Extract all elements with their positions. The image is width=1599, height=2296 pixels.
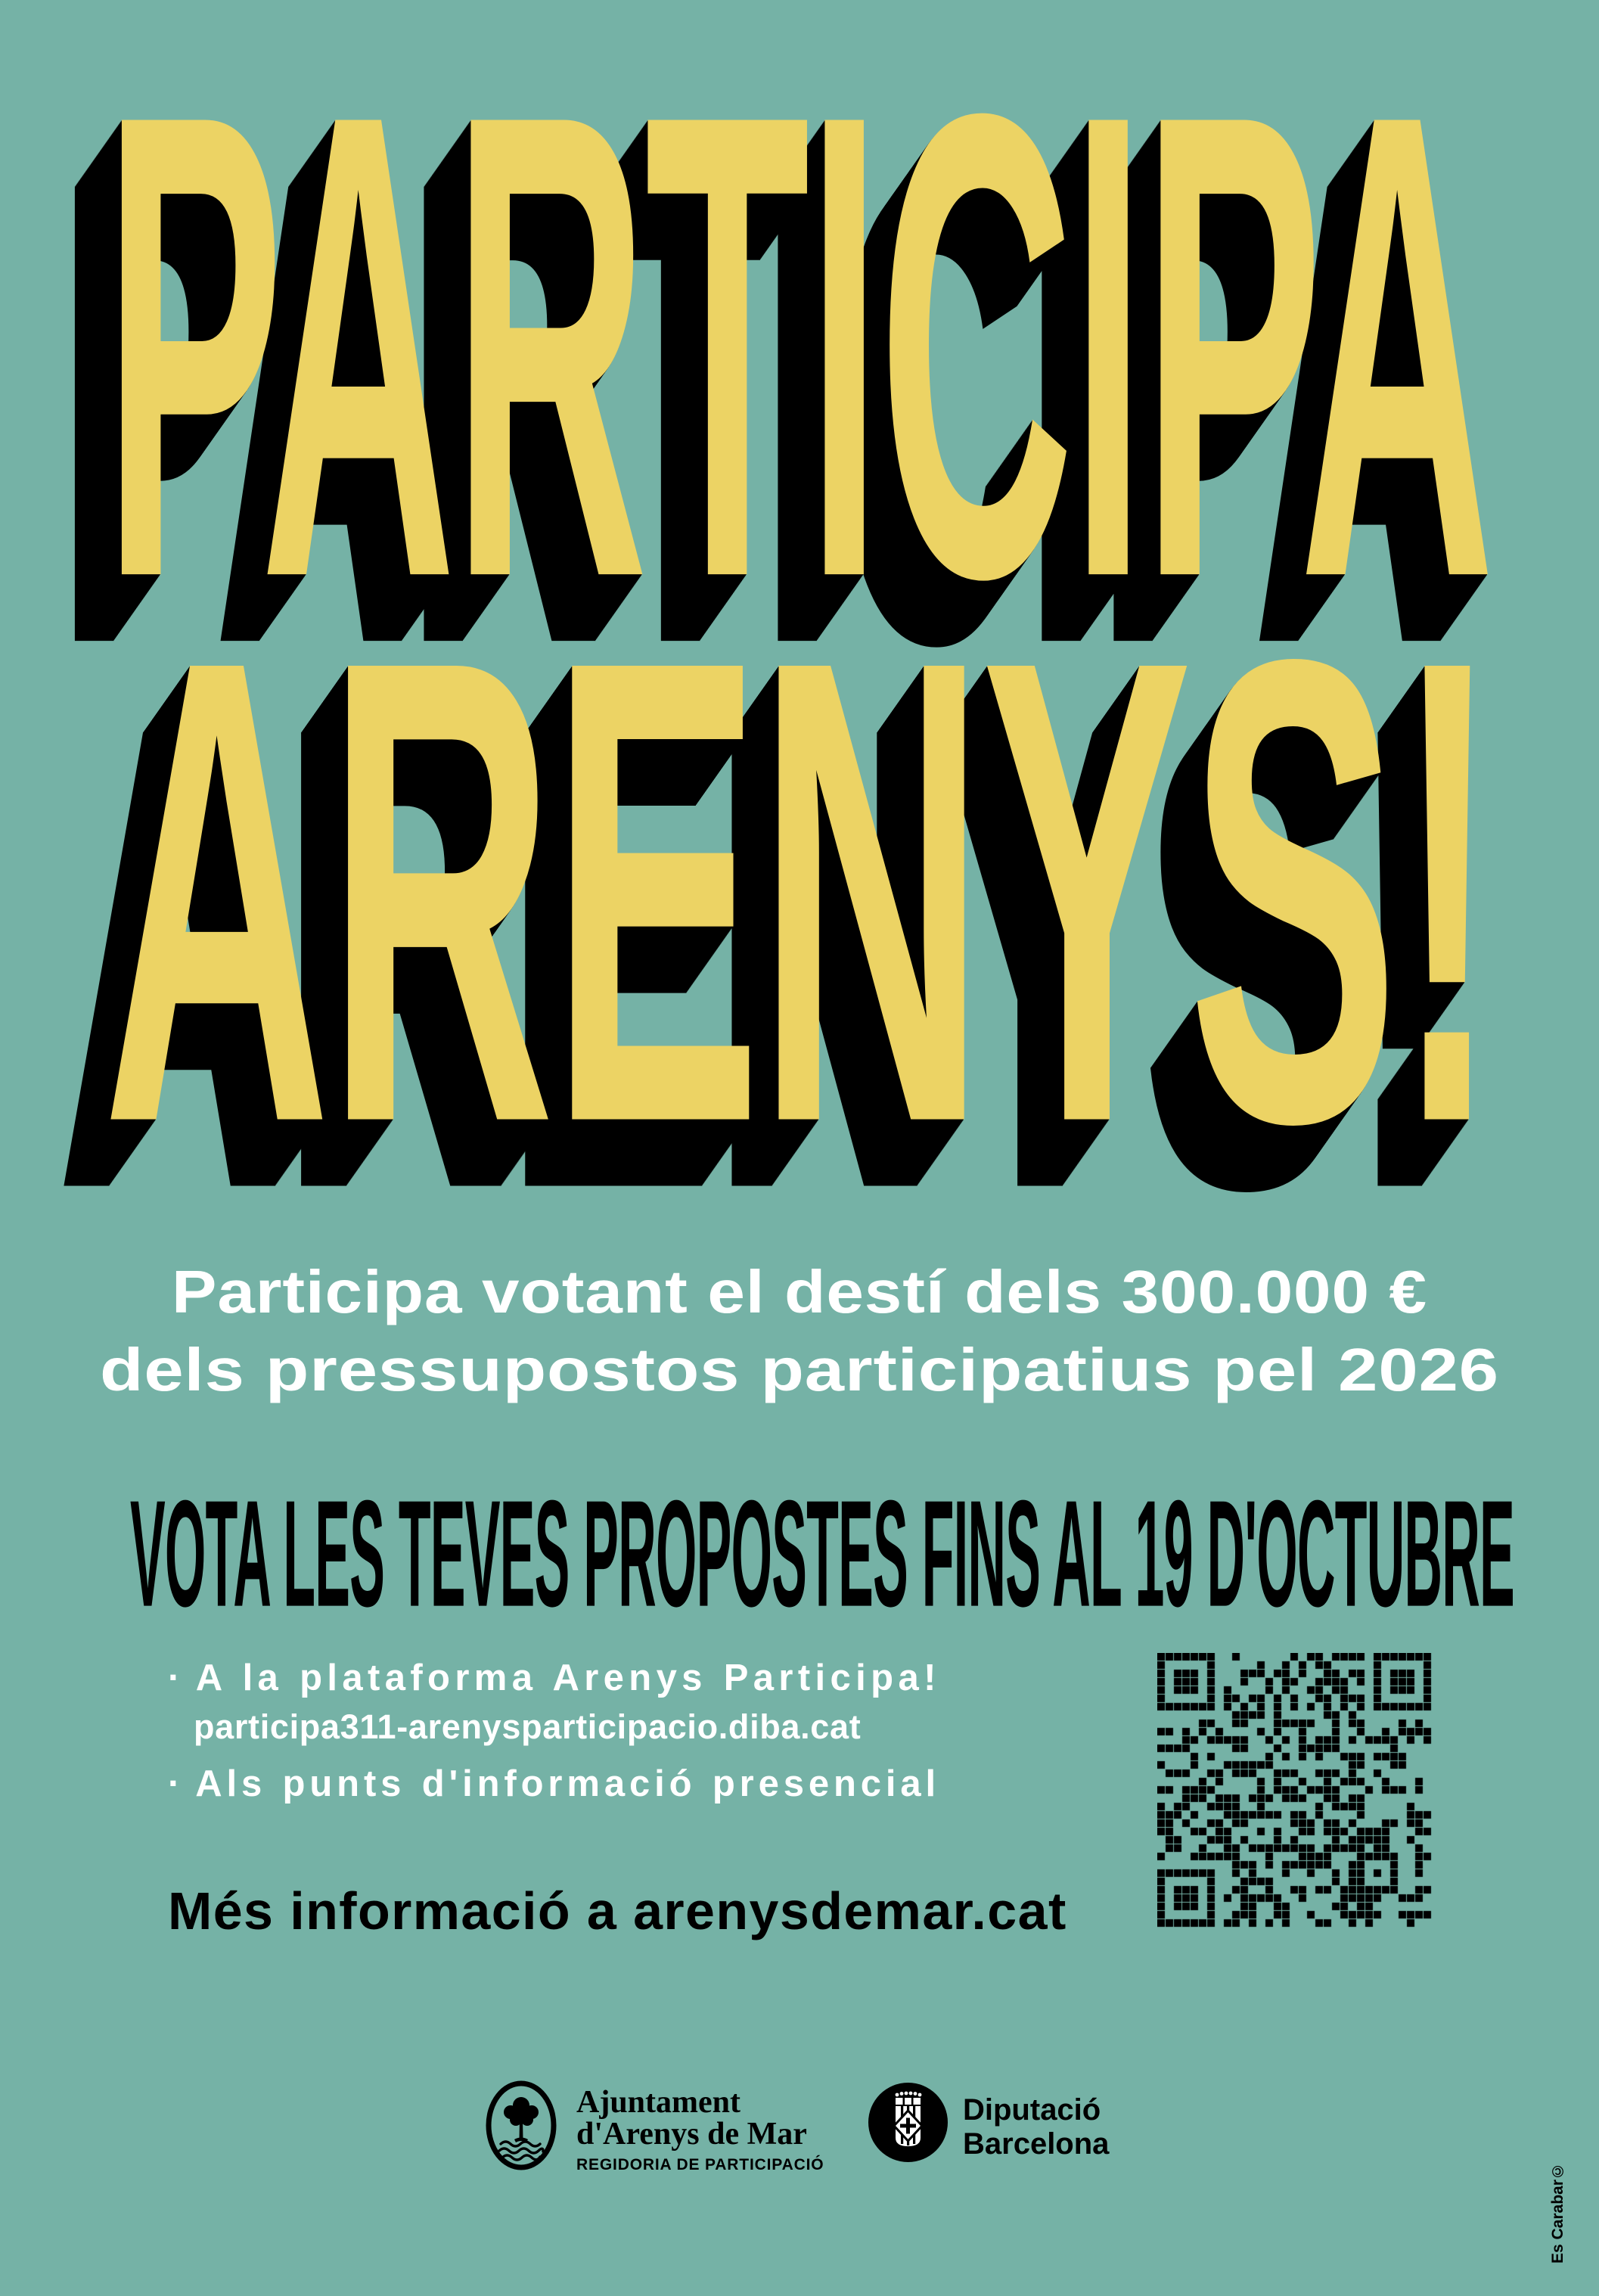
diputacio-logo-text (963, 2093, 1109, 2161)
diputacio-line2: Barcelona (963, 2127, 1110, 2161)
diputacio-line1: Diputació (963, 2093, 1101, 2127)
bullet-dot: · (168, 1763, 185, 1804)
poster-title-line2: ARENYS! (103, 522, 1496, 1260)
bullet-dot: · (168, 1658, 185, 1698)
poster-title-line1: PARTICIPA (104, 0, 1492, 716)
ajuntament-line3: REGIDORIA DE PARTICIPACIÓ (576, 2156, 824, 2173)
ajuntament-line1: Ajuntament (576, 2085, 741, 2120)
bullet-item-platform (168, 1660, 941, 1697)
bullet-item-info-points-label: Als punts d'informació presencial (195, 1763, 941, 1804)
subtitle-line1: Participa votant el destí dels 300.000 € (172, 1258, 1427, 1326)
arenys-seal-icon (486, 2080, 557, 2170)
credit-vertical-text: Es Carabar© (1549, 2162, 1566, 2263)
bullet-item-info-points (168, 1763, 941, 1804)
platform-url: participa311-arenysparticipacio.diba.cat (194, 1707, 862, 1746)
bullet-item-platform-label: A la plataforma Arenys Participa! (195, 1658, 941, 1698)
ajuntament-line2: d'Arenys de Mar (576, 2117, 807, 2152)
qr-code (1157, 1653, 1432, 1928)
diputacio-barcelona-icon (868, 2083, 948, 2162)
ajuntament-logo-text (576, 2086, 824, 2174)
subtitle-line2: dels pressupostos participatius pel 2026 (100, 1336, 1499, 1404)
vote-deadline-headline: VOTA LES TEVES PROPOSTES FINS AL 19 D'OCTUBRE (130, 1468, 1514, 1639)
more-info-line: Més informació a arenysdemar.cat (168, 1881, 1067, 1940)
